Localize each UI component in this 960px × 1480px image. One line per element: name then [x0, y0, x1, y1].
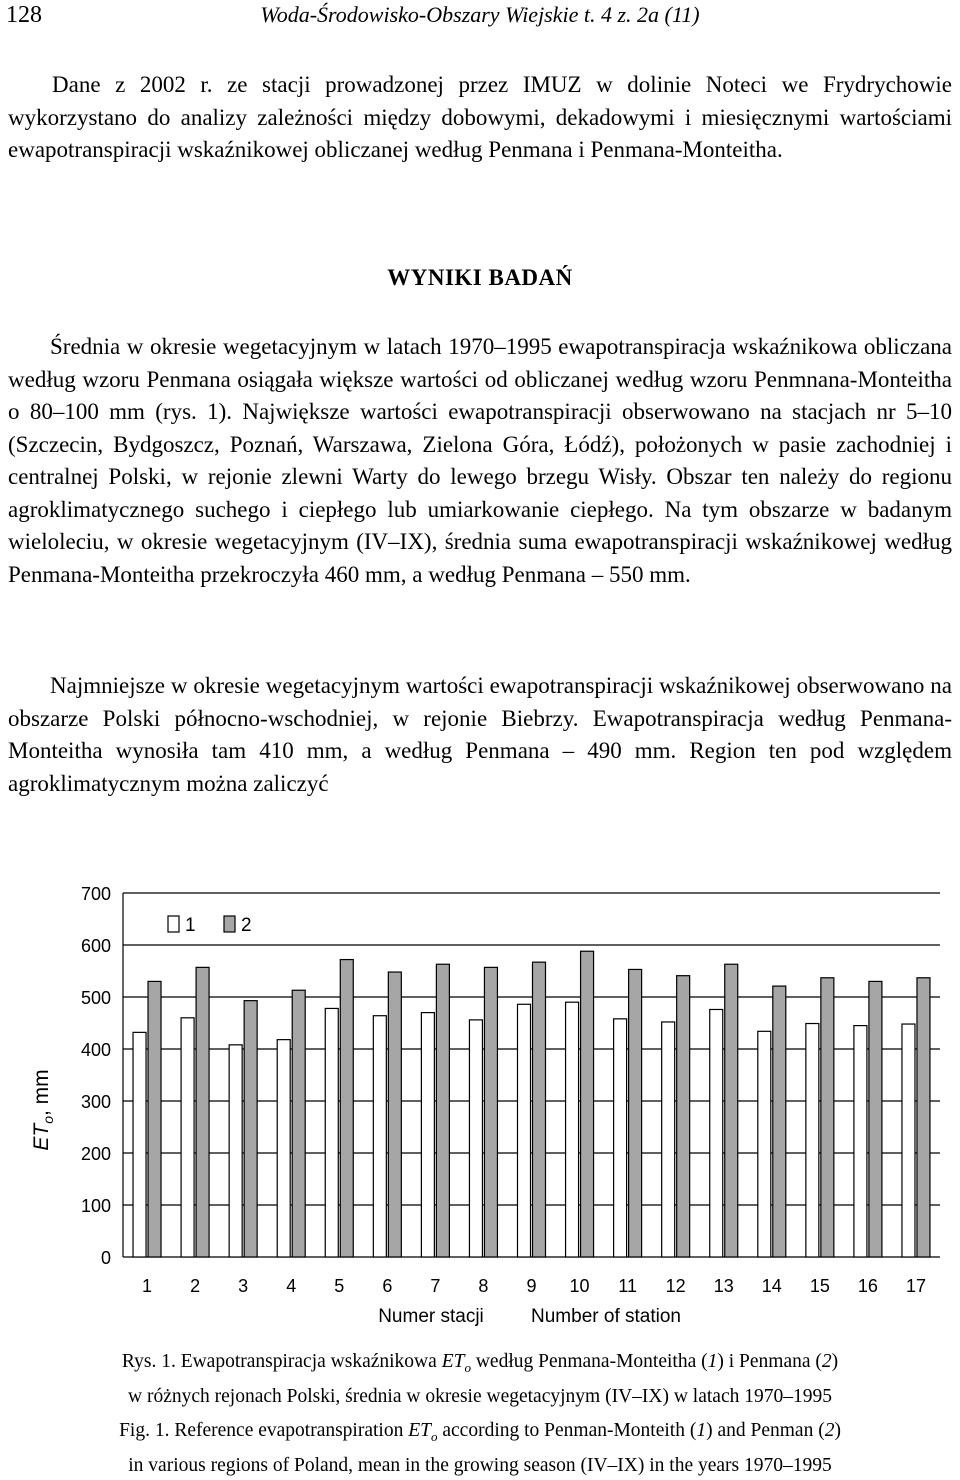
bar-series-2-station-7	[436, 964, 449, 1257]
bar-series-1-station-16	[854, 1026, 867, 1257]
legend-swatch-1	[168, 916, 179, 932]
bar-series-2-station-13	[725, 964, 738, 1257]
bar-series-1-station-14	[758, 1031, 771, 1257]
bar-series-2-station-12	[677, 976, 690, 1257]
y-axis-label-unit: , mm	[30, 1069, 53, 1117]
paragraph-results-continued: Najmniejsze w okresie wegetacyjnym wartości ewapotranspiracji wskaźnikowej obserwowano na obszarze Polski północno-wschodniej, w rejonie Biebrzy. Ewapotranspiracja według Penmana-Monteitha wynosiła tam 410 mm, a według Penmana – 490 mm. Region ten pod względem agroklimatycznym można zaliczyć	[8, 673, 952, 796]
legend-label-2: 2	[241, 915, 252, 936]
bar-series-1-station-2	[181, 1018, 194, 1257]
x-tick-label: 1	[142, 1276, 153, 1296]
bar-series-1-station-5	[325, 1008, 338, 1257]
bar-series-1-station-10	[566, 1002, 579, 1257]
x-tick-label: 16	[857, 1276, 878, 1296]
bar-series-2-station-15	[821, 978, 834, 1257]
page-header	[6, 2, 954, 38]
bar-series-2-station-4	[292, 990, 305, 1257]
x-tick-label: 4	[286, 1276, 297, 1296]
y-tick-label: 0	[100, 1248, 111, 1268]
bar-series-1-station-4	[277, 1040, 290, 1257]
bar-series-1-station-1	[133, 1032, 146, 1257]
bar-series-1-station-13	[710, 1009, 723, 1257]
bar-series-1-station-12	[662, 1022, 675, 1257]
x-tick-label: 13	[713, 1276, 734, 1296]
x-axis-label-en: Number of station	[531, 1306, 681, 1327]
bar-series-1-station-8	[469, 1020, 482, 1257]
bar-series-1-station-15	[806, 1024, 819, 1257]
x-tick-label: 8	[478, 1276, 489, 1296]
bar-series-2-station-3	[244, 1001, 257, 1257]
bar-series-2-station-6	[388, 972, 401, 1257]
x-tick-label: 12	[665, 1276, 686, 1296]
x-tick-label: 2	[190, 1276, 201, 1296]
bar-series-1-station-3	[229, 1045, 242, 1257]
y-tick-label: 500	[80, 988, 111, 1008]
bar-series-2-station-16	[869, 981, 882, 1257]
bar-series-1-station-6	[373, 1016, 386, 1257]
x-tick-label: 9	[526, 1276, 537, 1296]
figure-caption-pl: Rys. 1. Ewapotranspiracja wskaźnikowa $ET_o$ według Penmana-Monteitha (1) i Penmana (2) w różnych rejonach Polski, średnia w okresie wegetacyjnym (IV–IX) w latach 1970–1995	[121, 1351, 839, 1407]
y-axis-label-sub: o	[40, 1116, 56, 1124]
x-tick-label: 17	[905, 1276, 926, 1296]
y-axis-label	[30, 1069, 56, 1150]
x-axis-label-pl: Numer stacji	[378, 1306, 484, 1327]
page-number: 128	[6, 2, 42, 28]
x-tick-label: 15	[809, 1276, 830, 1296]
x-tick-label: 14	[761, 1276, 782, 1296]
x-tick-label: 3	[238, 1276, 249, 1296]
evapotranspiration-bar-chart	[0, 860, 960, 1340]
x-tick-label: 5	[334, 1276, 345, 1296]
y-tick-label: 700	[80, 884, 111, 904]
journal-title: Woda-Środowisko-Obszary Wiejskie t. 4 z. 2a (11)	[260, 2, 700, 27]
paragraph-intro: Dane z 2002 r. ze stacji prowadzonej przez IMUZ w dolinie Noteci we Frydrychowie wykorzystano do analizy zależności między dobowymi, dekadowymi i miesięcznymi wartościami ewapotranspiracji wskaźnikowej obliczanej według Penmana i Penmana-Monteitha.	[8, 72, 952, 162]
y-tick-label: 100	[80, 1196, 111, 1216]
bar-series-1-station-17	[902, 1024, 915, 1257]
bar-series-1-station-9	[518, 1004, 531, 1257]
bar-series-2-station-11	[629, 969, 642, 1257]
paragraph-results: Średnia w okresie wegetacyjnym w latach 1970–1995 ewapotranspiracja wskaźnikowa obliczana według wzoru Penmana osiągała większe wartości od obliczanej według wzoru Penmnana-Monteitha o 80–100 mm (rys. 1). Największe wartości ewapotranspiracji obserwowano na stacjach nr 5–10 (Szczecin, Bydgoszcz, Poznań, Warszawa, Zielona Góra, Łódź), położonych w pasie zachodniej i centralnej Polski, w rejonie zlewni Warty do lewego brzegu Wisły. Obszar ten należy do regionu agroklimatycznego suchego i ciepłego lub umiarkowanie ciepłego. Na tym obszarze w badanym wieloleciu, w okresie wegetacyjnym (IV–IX), średnia suma ewapotranspiracji wskaźnikowej według Penmana-Monteitha przekroczyła 460 mm, a według Penmana – 550 mm.	[8, 334, 952, 587]
bar-series-1-station-7	[421, 1013, 434, 1257]
y-axis-label-main: ET	[30, 1123, 53, 1151]
bar-series-1-station-11	[614, 1019, 627, 1257]
bar-series-2-station-5	[340, 960, 353, 1257]
bar-series-2-station-8	[484, 967, 497, 1257]
x-tick-label: 10	[569, 1276, 590, 1296]
y-tick-label: 300	[80, 1092, 111, 1112]
section-title: WYNIKI BADAŃ	[387, 265, 573, 290]
y-tick-label: 200	[80, 1144, 111, 1164]
x-tick-label: 11	[618, 1276, 637, 1296]
x-tick-label: 6	[382, 1276, 393, 1296]
bar-series-2-station-10	[581, 951, 594, 1257]
y-tick-label: 600	[80, 936, 111, 956]
legend-swatch-2	[224, 916, 235, 932]
figure-caption-en: Fig. 1. Reference evapotranspiration $ET_o$ according to Penman-Monteith (1) and Penman (2) in various regions of Poland, mean in the growing season (IV–IX) in the years 1970–1995	[119, 1420, 841, 1476]
bar-series-2-station-1	[148, 981, 161, 1257]
bar-series-2-station-2	[196, 967, 209, 1257]
x-tick-label: 7	[430, 1276, 441, 1296]
y-tick-label: 400	[80, 1040, 111, 1060]
bar-series-2-station-17	[917, 978, 930, 1257]
bar-series-2-station-9	[533, 962, 546, 1257]
bar-series-2-station-14	[773, 986, 786, 1257]
legend-label-1: 1	[185, 915, 196, 936]
